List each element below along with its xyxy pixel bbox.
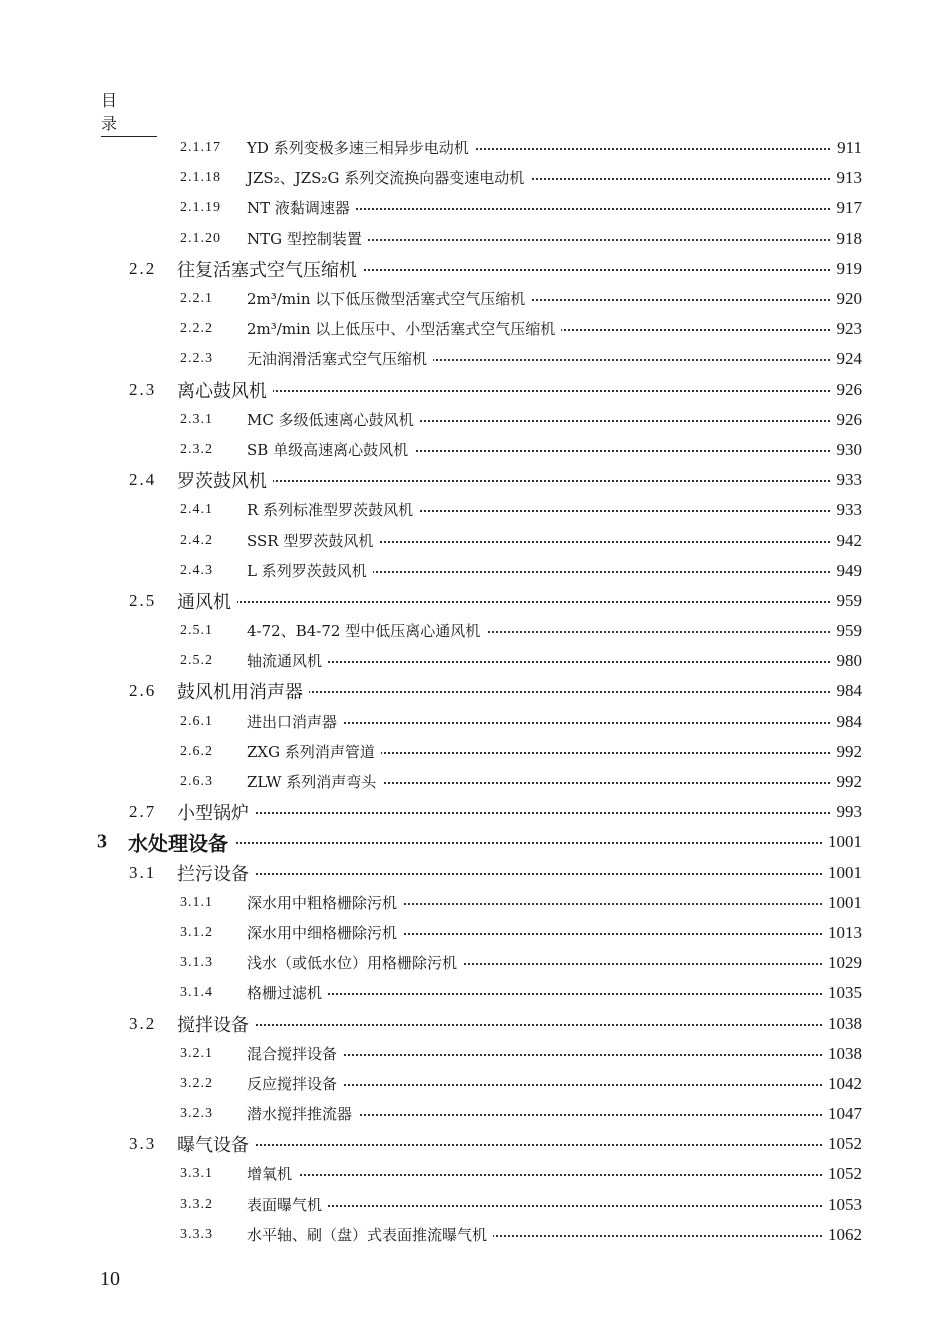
toc-entry (0, 888, 950, 918)
toc-entry-page: 926 (831, 380, 863, 400)
toc-entry-body (247, 737, 862, 767)
toc-entry-body (177, 1008, 862, 1038)
toc-entry (0, 1190, 950, 1220)
toc-entry-title: 格栅过滤机 (247, 983, 328, 1003)
toc-entry (0, 737, 950, 767)
toc-entry-body (247, 284, 862, 314)
toc-entry-title: L 系列罗茨鼓风机 (247, 561, 373, 581)
dot-leader (177, 812, 862, 814)
toc-entry-body (247, 525, 862, 555)
toc-entry-title: 进出口消声器 (247, 712, 343, 732)
toc-entry (0, 1039, 950, 1069)
toc-entry-page: 1062 (822, 1225, 862, 1245)
toc-entry-page: 959 (831, 621, 863, 641)
toc-entry-body (247, 224, 862, 254)
toc-entry (0, 646, 950, 676)
toc-entry-title: NT 液黏调速器 (247, 198, 356, 218)
toc-entry-number: 2.1.20 (180, 230, 221, 246)
toc-entry-body (177, 254, 862, 284)
toc-entry-body (247, 1099, 862, 1129)
toc-entry-body (247, 646, 862, 676)
toc-entry-number: 3.2.2 (180, 1075, 213, 1091)
toc-entry-page: 984 (831, 681, 863, 701)
toc-entry-number: 3.1.4 (180, 985, 213, 1001)
toc-entry-body (247, 1039, 862, 1069)
toc-entry-page: 1013 (822, 923, 862, 943)
toc-entry-body (247, 767, 862, 797)
toc-entry (0, 224, 950, 254)
toc-entry (0, 254, 950, 284)
toc-entry-title: NTG 型控制装置 (247, 229, 368, 249)
toc-entry-number: 3.3 (129, 1134, 157, 1154)
toc-entry-page: 926 (831, 410, 863, 430)
toc-entry-page: 930 (831, 440, 863, 460)
toc-entry-body (247, 1190, 862, 1220)
toc-entry-page: 992 (831, 772, 863, 792)
toc-entry-number: 2.4 (129, 470, 157, 490)
toc-entry-number: 3.2.1 (180, 1045, 213, 1061)
toc-entry-title: 鼓风机用消声器 (177, 678, 309, 704)
toc-entry-page: 1035 (822, 983, 862, 1003)
dot-leader (177, 601, 862, 603)
toc-entry-number: 2.4.3 (180, 562, 213, 578)
toc-entry-body (247, 1159, 862, 1189)
toc-entry-page: 992 (831, 742, 863, 762)
toc-entry-body (177, 858, 862, 888)
toc-entry-title: 曝气设备 (177, 1131, 255, 1157)
toc-entry (0, 676, 950, 706)
toc-entry (0, 375, 950, 405)
toc-entry-title: 深水用中细格栅除污机 (247, 923, 403, 943)
toc-entry-body (247, 405, 862, 435)
toc-entry-number: 2.2.2 (180, 321, 213, 337)
dot-leader (177, 480, 862, 482)
toc-entry-number: 2.5.2 (180, 653, 213, 669)
toc-entry-number: 3.3.2 (180, 1196, 213, 1212)
toc-entry-page: 917 (831, 198, 863, 218)
toc-entry-title: 浅水（或低水位）用格栅除污机 (247, 953, 463, 973)
toc-entry (0, 858, 950, 888)
toc-entry (0, 405, 950, 435)
toc-entry (0, 1099, 950, 1129)
toc-entry-title: JZS₂、JZS₂G 系列交流换向器变速电动机 (247, 168, 530, 188)
toc-entry-number: 3.2.3 (180, 1106, 213, 1122)
toc-entry-number: 2.2 (129, 258, 157, 278)
toc-entry-number: 2.1.18 (180, 170, 221, 186)
toc-entry-body (247, 163, 862, 193)
dot-leader (177, 1144, 862, 1146)
toc-entry (0, 948, 950, 978)
toc-entry (0, 616, 950, 646)
toc-entry-title: SB 单级高速离心鼓风机 (247, 440, 414, 460)
toc-entry-page: 919 (831, 259, 863, 279)
toc-entry-number: 2.5 (129, 590, 157, 610)
toc-entry-page: 933 (831, 470, 863, 490)
toc-entry-page: 1038 (822, 1014, 862, 1034)
toc-entry-title: ZLW 系列消声弯头 (247, 772, 382, 792)
toc-entry-body (247, 888, 862, 918)
toc-entry-title: 无油润滑活塞式空气压缩机 (247, 349, 433, 369)
page-header-title: 目 录 (101, 88, 157, 137)
toc-entry-number: 2.4.2 (180, 532, 213, 548)
dot-leader (247, 993, 862, 995)
toc-entry-title: 混合搅拌设备 (247, 1044, 343, 1064)
toc-entry (0, 465, 950, 495)
toc-entry-title: R 系列标准型罗茨鼓风机 (247, 500, 419, 520)
toc-entry-title: 搅拌设备 (177, 1011, 255, 1037)
toc-entry-body (247, 495, 862, 525)
toc-entry (0, 586, 950, 616)
toc-entry-number: 2.3.2 (180, 441, 213, 457)
toc-entry-page: 959 (831, 591, 863, 611)
toc-entry (0, 918, 950, 948)
toc-entry-body (247, 435, 862, 465)
toc-entry (0, 314, 950, 344)
toc-entry-title: 表面曝气机 (247, 1195, 328, 1215)
toc-entry (0, 827, 950, 857)
toc-entry-number: 2.1.19 (180, 200, 221, 216)
toc-entry-title: 4-72、B4-72 型中低压离心通风机 (247, 621, 486, 641)
toc-entry-body (247, 1220, 862, 1250)
toc-entry (0, 525, 950, 555)
toc-entry-page: 920 (831, 289, 863, 309)
toc-entry-number: 2.1.17 (180, 140, 221, 156)
page-number: 10 (100, 1268, 120, 1290)
toc-entry-number: 2.6.1 (180, 713, 213, 729)
toc-entry (0, 495, 950, 525)
toc-entry-title: 深水用中粗格栅除污机 (247, 893, 403, 913)
toc-entry (0, 797, 950, 827)
toc-entry-title: 水平轴、刷（盘）式表面推流曝气机 (247, 1225, 493, 1245)
toc-entry (0, 435, 950, 465)
toc-entry (0, 1069, 950, 1099)
dot-leader (247, 1174, 862, 1176)
dot-leader (128, 842, 862, 844)
toc-entry-title: 罗茨鼓风机 (177, 467, 273, 493)
toc-entry-page: 1052 (822, 1134, 862, 1154)
toc-entry (0, 1220, 950, 1250)
toc-entry-title: SSR 型罗茨鼓风机 (247, 531, 379, 551)
toc-entry-page: 1001 (822, 863, 862, 883)
toc-entry-number: 2.5.1 (180, 623, 213, 639)
toc-entry-number: 2.3 (129, 379, 157, 399)
toc-entry-number: 3 (97, 830, 107, 853)
toc-entry-page: 1042 (822, 1074, 862, 1094)
toc-entry-title: 水处理设备 (128, 828, 234, 857)
toc-entry-body (247, 193, 862, 223)
toc-entry-title: 小型锅炉 (177, 799, 255, 825)
toc-entry-number: 2.2.1 (180, 291, 213, 307)
toc-entry-page: 1053 (822, 1195, 862, 1215)
toc-entry-page: 911 (831, 138, 862, 158)
toc-entry (0, 978, 950, 1008)
toc-entry (0, 707, 950, 737)
toc-entry-title: MC 多级低速离心鼓风机 (247, 410, 420, 430)
dot-leader (247, 661, 862, 663)
toc-entry-number: 3.3.3 (180, 1226, 213, 1242)
toc-entry (0, 1129, 950, 1159)
toc-entry (0, 1008, 950, 1038)
toc-entry-body (247, 344, 862, 374)
toc-entry (0, 556, 950, 586)
toc-entry-title: 往复活塞式空气压缩机 (177, 256, 363, 282)
toc-entry-number: 2.6.3 (180, 774, 213, 790)
toc-entry-body (177, 1129, 862, 1159)
toc-entry-body (247, 616, 862, 646)
table-of-contents (0, 133, 950, 1250)
toc-entry-body (177, 375, 862, 405)
toc-entry-page: 1001 (822, 832, 862, 852)
toc-entry-page: 993 (831, 802, 863, 822)
toc-entry-body (247, 918, 862, 948)
toc-entry-title: 增氧机 (247, 1164, 298, 1184)
toc-entry-number: 2.2.3 (180, 351, 213, 367)
toc-entry-number: 2.6 (129, 681, 157, 701)
toc-entry-title: 潜水搅拌推流器 (247, 1104, 358, 1124)
toc-entry-number: 2.7 (129, 802, 157, 822)
toc-entry (0, 133, 950, 163)
toc-entry-page: 980 (831, 651, 863, 671)
toc-entry-number: 3.1.1 (180, 894, 213, 910)
toc-entry-number: 3.1 (129, 862, 157, 882)
dot-leader (177, 873, 862, 875)
toc-entry-page: 913 (831, 168, 863, 188)
toc-entry-number: 3.2 (129, 1013, 157, 1033)
toc-entry-body (128, 827, 862, 857)
toc-entry-body (177, 586, 862, 616)
toc-entry (0, 193, 950, 223)
toc-entry-title: 反应搅拌设备 (247, 1074, 343, 1094)
toc-entry-page: 1052 (822, 1164, 862, 1184)
toc-entry-number: 2.6.2 (180, 743, 213, 759)
toc-entry-number: 2.3.1 (180, 411, 213, 427)
toc-entry-page: 933 (831, 500, 863, 520)
toc-entry-number: 3.1.3 (180, 955, 213, 971)
toc-entry-title: 离心鼓风机 (177, 377, 273, 403)
toc-entry-number: 2.4.1 (180, 502, 213, 518)
dot-leader (247, 1205, 862, 1207)
toc-entry-title: YD 系列变极多速三相异步电动机 (247, 138, 475, 158)
toc-entry-body (247, 707, 862, 737)
toc-entry (0, 767, 950, 797)
toc-entry (0, 344, 950, 374)
toc-entry-body (247, 1069, 862, 1099)
dot-leader (177, 1024, 862, 1026)
toc-entry-body (177, 465, 862, 495)
toc-entry-page: 1047 (822, 1104, 862, 1124)
toc-entry-body (247, 948, 862, 978)
dot-leader (177, 390, 862, 392)
toc-entry-body (247, 314, 862, 344)
toc-entry-page: 984 (831, 712, 863, 732)
toc-entry-body (177, 676, 862, 706)
toc-entry-body (247, 978, 862, 1008)
toc-entry-page: 918 (831, 229, 863, 249)
toc-entry (0, 1159, 950, 1189)
toc-entry-number: 3.3.1 (180, 1166, 213, 1182)
toc-entry-body (177, 797, 862, 827)
toc-entry (0, 284, 950, 314)
toc-entry-title: 2m³/min 以下低压微型活塞式空气压缩机 (247, 289, 531, 309)
toc-entry-title: 2m³/min 以上低压中、小型活塞式空气压缩机 (247, 319, 561, 339)
toc-entry-body (247, 556, 862, 586)
toc-entry-title: 轴流通风机 (247, 651, 328, 671)
toc-entry-page: 924 (831, 349, 863, 369)
toc-entry-body (247, 133, 862, 163)
toc-entry (0, 163, 950, 193)
toc-entry-page: 949 (831, 561, 863, 581)
toc-entry-page: 1038 (822, 1044, 862, 1064)
toc-entry-title: 拦污设备 (177, 860, 255, 886)
toc-entry-title: 通风机 (177, 588, 237, 614)
toc-entry-page: 1029 (822, 953, 862, 973)
toc-entry-page: 1001 (822, 893, 862, 913)
toc-entry-page: 942 (831, 531, 863, 551)
toc-entry-title: ZXG 系列消声管道 (247, 742, 381, 762)
toc-entry-page: 923 (831, 319, 863, 339)
toc-entry-number: 3.1.2 (180, 924, 213, 940)
